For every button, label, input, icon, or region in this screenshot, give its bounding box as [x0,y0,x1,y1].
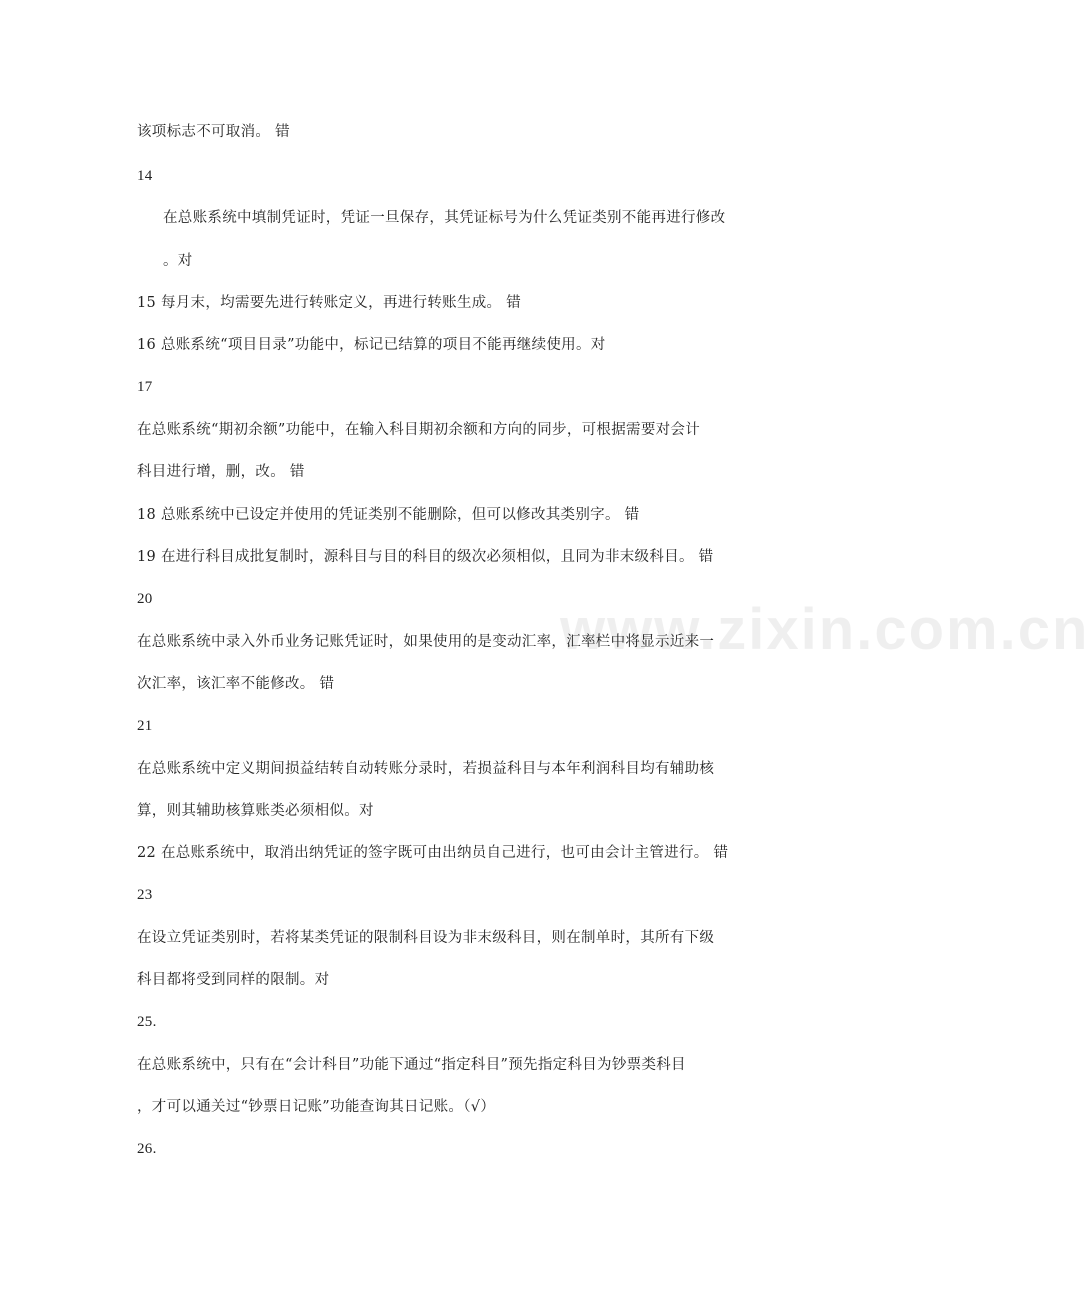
text-line-17: 算，则其辅助核算账类必须相似。对 [137,803,374,819]
question-number-26: 26. [137,1141,157,1157]
watermark: www.zixin.com.cn [560,597,1089,662]
text-line-18: 22 在总账系统中，取消出纳凭证的签字既可由出纳员自己进行，也可由会计主管进行。 错 [137,845,729,861]
text-line-11: 19 在进行科目成批复制时，源科目与目的科目的级次必须相似，且同为非末级科目。 错 [137,549,714,565]
question-number-20: 20 [137,591,153,607]
text-line-10: 18 总账系统中已设定并使用的凭证类别不能删除，但可以修改其类别字。 错 [137,507,640,523]
question-number-23: 23 [137,887,153,903]
text-line-20: 在设立凭证类别时，若将某类凭证的限制科目设为非末级科目，则在制单时，其所有下级 [137,930,715,946]
question-number-17: 17 [137,379,153,395]
question-number-14: 14 [137,168,153,184]
text-line-16: 在总账系统中定义期间损益结转自动转账分录时，若损益科目与本年利润科目均有辅助核 [137,761,715,777]
text-line-04: 。对 [163,253,193,269]
text-line-03: 在总账系统中填制凭证时，凭证一旦保存，其凭证标号为什么凭证类别不能再进行修改 [163,210,726,226]
question-number-25: 25. [137,1014,157,1030]
text-line-21: 科目都将受到同样的限制。对 [137,972,330,988]
text-line-14: 次汇率，该汇率不能修改。 错 [137,676,335,692]
text-line-13: 在总账系统中录入外币业务记账凭证时，如果使用的是变动汇率，汇率栏中将显示近来一 [137,634,715,650]
text-line-08: 在总账系统“期初余额”功能中，在输入科目期初余额和方向的同步，可根据需要对会计 [137,422,701,438]
question-number-21: 21 [137,718,153,734]
text-line-23: 在总账系统中，只有在“会计科目”功能下通过“指定科目”预先指定科目为钞票类科目 [137,1057,686,1073]
text-line-01: 该项标志不可取消。 错 [137,124,290,140]
text-line-24: ，才可以通关过“钞票日记账”功能查询其日记账。（√） [137,1099,496,1115]
text-line-06: 16 总账系统“项目目录”功能中，标记已结算的项目不能再继续使用。对 [137,337,606,353]
text-line-05: 15 每月末，均需要先进行转账定义，再进行转账生成。 错 [137,295,522,311]
text-line-09: 科目进行增，删，改。 错 [137,464,305,480]
